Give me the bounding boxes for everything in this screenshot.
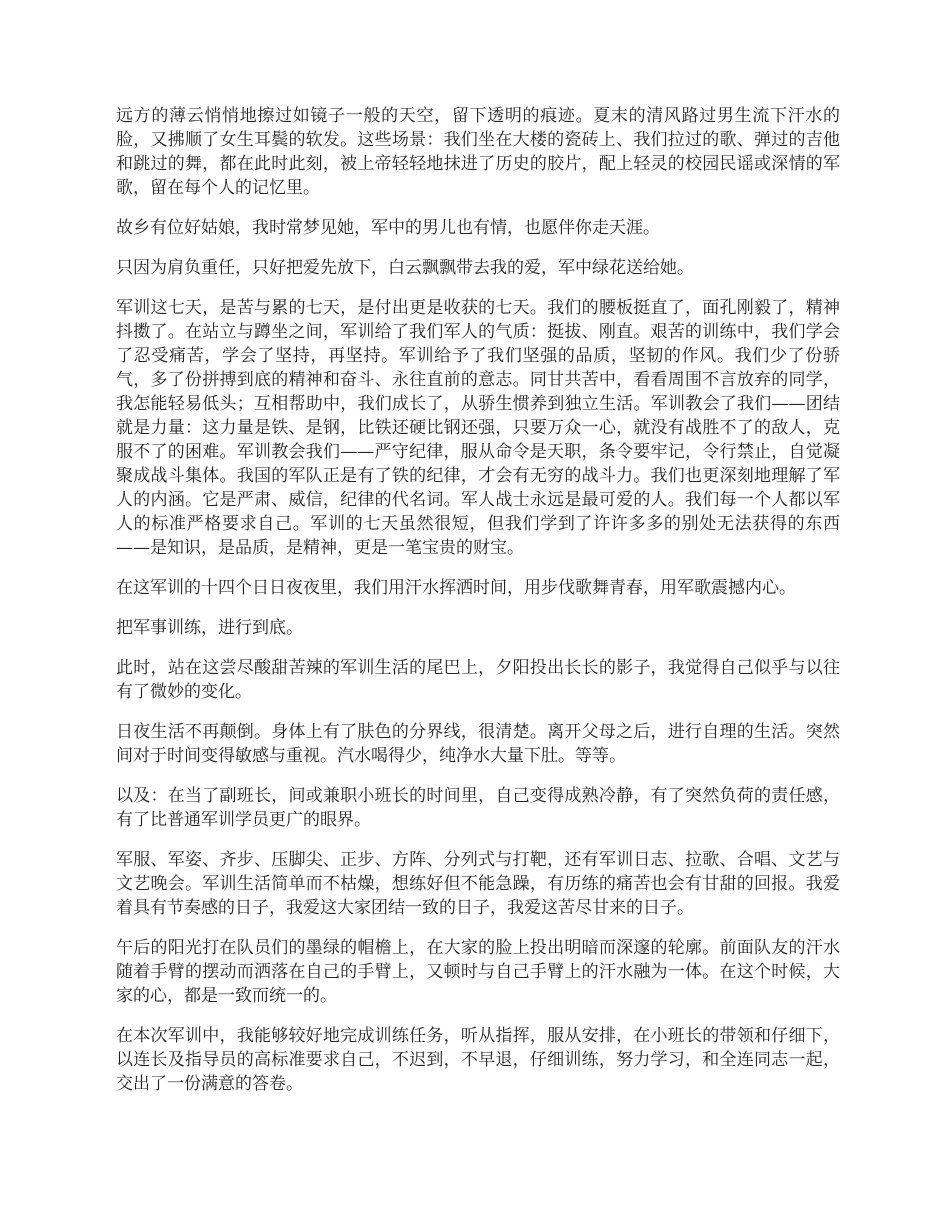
paragraph-4: 军训这七天，是苦与累的七天，是付出更是收获的七天。我们的腰板挺直了，面孔刚毅了，精神抖擞了。在站立与蹲坐之间，军训给了我们军人的气质：挺拔、刚直。艰苦的训练中，我们学会了忍受痛苦，学会了坚持，再坚持。军训给予了我们坚强的品质，坚韧的作风。我们少了份骄气，多了份拼搏到底的精神和奋斗、永往直前的意志。同甘共苦中，看看周围不言放弃的同学，我怎能轻易低头；互相帮助中，我们成长了，从骄生惯养到独立生活。军训教会了我们——团结就是力量：这力量是铁、是钢，比铁还硬比钢还强，只要万众一心，就没有战胜不了的敌人，克服不了的困难。军训教会我们——严守纪律，服从命令是天职，条令要牢记，令行禁止，自觉凝聚成战斗集体。我国的军队正是有了铁的纪律，才会有无穷的战斗力。我们也更深刻地理解了军人的内涵。它是严肃、威信，纪律的代名词。军人战士永远是最可爱的人。我们每一个人都以军人的标准严格要求自己。军训的七天虽然很短，但我们学到了许许多多的别处无法获得的东西——是知识，是品质，是精神，更是一笔宝贵的财宝。 xyxy=(116,298,840,558)
paragraph-5: 在这军训的十四个日日夜夜里，我们用汗水挥洒时间，用步伐歌舞青春，用军歌震撼内心。 xyxy=(116,578,796,598)
document-body xyxy=(116,104,840,1112)
paragraph-12: 在本次军训中，我能够较好地完成训练任务，听从指挥，服从安排，在小班长的带领和仔细下，以连长及指导员的高标准要求自己，不迟到，不早退，仔细训练，努力学习，和全连同志一起，交出了一份满意的答卷。 xyxy=(116,1026,840,1094)
paragraph-11: 午后的阳光打在队员们的墨绿的帽檐上，在大家的脸上投出明暗而深邃的轮廓。前面队友的汗水随着手臂的摆动而洒落在自己的手臂上，又顿时与自己手臂上的汗水融为一体。在这个时候，大家的心，都是一致而统一的。 xyxy=(116,938,840,1006)
paragraph-1: 远方的薄云悄悄地擦过如镜子一般的天空，留下透明的痕迹。夏末的清风路过男生流下汗水的脸，又拂顺了女生耳鬓的软发。这些场景：我们坐在大楼的瓷砖上、我们拉过的歌、弹过的吉他和跳过的舞，都在此时此刻，被上帝轻轻地抹进了历史的胶片，配上轻灵的校园民谣或深情的军歌，留在每个人的记忆里。 xyxy=(116,106,840,198)
paragraph-3: 只因为肩负重任，只好把爱先放下，白云飘飘带去我的爱，军中绿花送给她。 xyxy=(116,258,694,278)
paragraph-7: 此时，站在这尝尽酸甜苦辣的军训生活的尾巴上，夕阳投出长长的影子，我觉得自己似乎与以往有了微妙的变化。 xyxy=(116,658,840,702)
paragraph-2: 故乡有位好姑娘，我时常梦见她，军中的男儿也有情，也愿伴你走天涯。 xyxy=(116,218,660,238)
paragraph-6: 把军事训练，进行到底。 xyxy=(116,618,303,638)
paragraph-10: 军服、军姿、齐步、压脚尖、正步、方阵、分列式与打靶，还有军训日志、拉歌、合唱、文艺与文艺晚会。军训生活简单而不枯燥，想练好但不能急躁，有历练的痛苦也会有甘甜的回报。我爱着具有节奏感的日子，我爱这大家团结一致的日子，我爱这苦尽甘来的日子。 xyxy=(116,850,840,918)
paragraph-9: 以及：在当了副班长，间或兼职小班长的时间里，自己变得成熟冷静，有了突然负荷的责任感，有了比普通军训学员更广的眼界。 xyxy=(116,786,840,830)
paragraph-8: 日夜生活不再颠倒。身体上有了肤色的分界线，很清楚。离开父母之后，进行自理的生活。突然间对于时间变得敏感与重视。汽水喝得少，纯净水大量下肚。等等。 xyxy=(116,722,840,766)
